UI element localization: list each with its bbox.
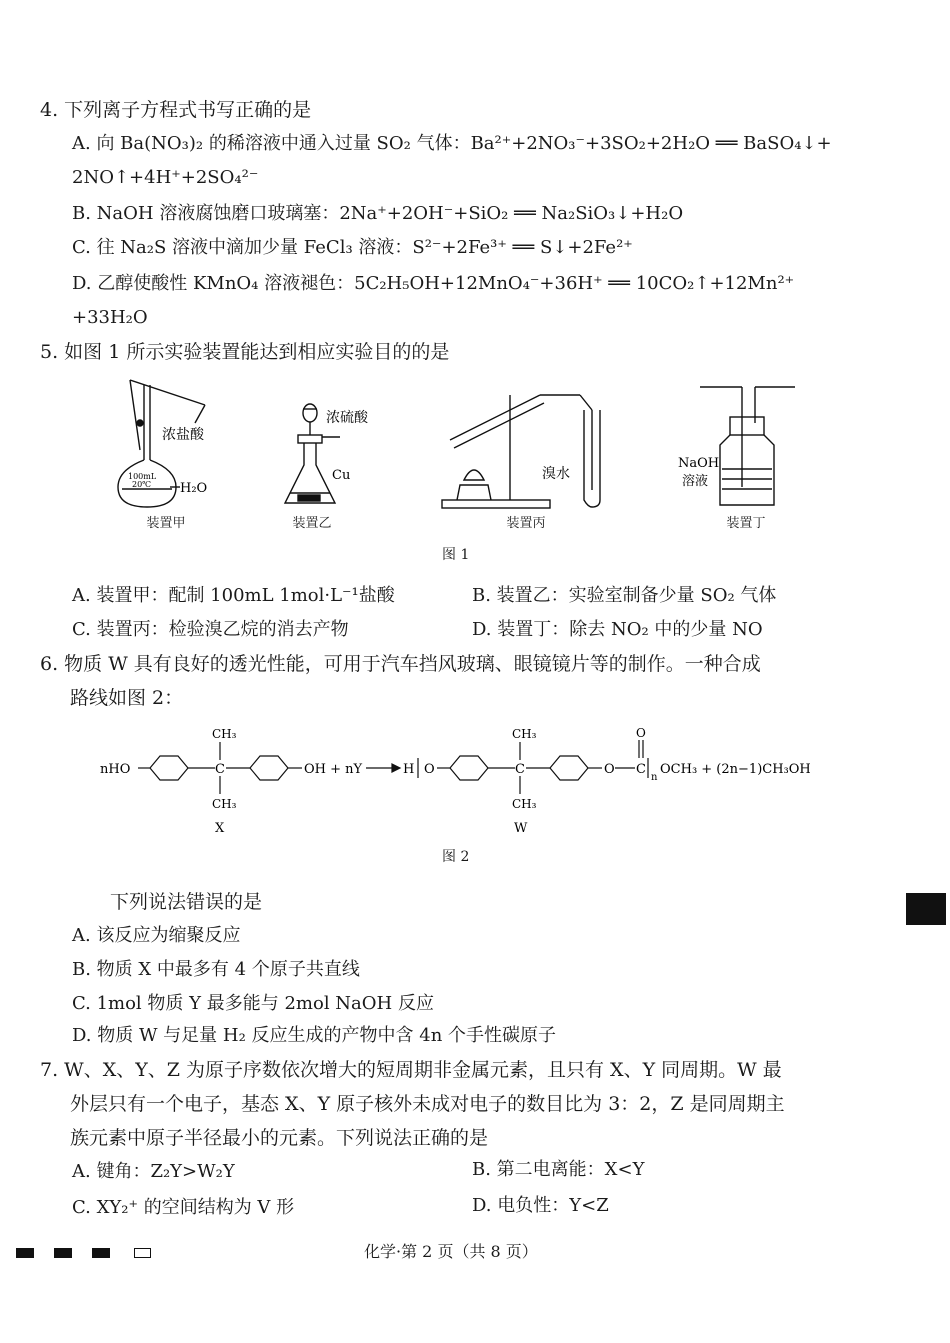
w-methyl-top: CH₃ — [512, 727, 537, 741]
q7-stem-line2: 外层只有一个电子，基态 X、Y 原子核外未成对电子的数目比为 3：2，Z 是同周期主 — [70, 1093, 785, 1115]
apparatus-ding — [700, 387, 795, 505]
label-x: X — [215, 821, 225, 836]
q6-option-b: B. 物质 X 中最多有 4 个原子共直线 — [72, 959, 360, 980]
reactants-right: OH + nY — [304, 762, 363, 777]
q4-option-d-line1: D. 乙醇使酸性 KMnO₄ 溶液褪色：5C₂H₅OH+12MnO₄⁻+36H⁺ ══ 10CO₂↑+12Mn²⁺ — [72, 273, 795, 294]
x-hydroxyl-left: nHO — [100, 762, 131, 777]
w-methyl-bottom: CH₃ — [512, 797, 537, 811]
q7-option-d: D. 电负性：Y<Z — [472, 1195, 609, 1216]
x-central-carbon: C — [215, 762, 225, 777]
q6-option-c: C. 1mol 物质 Y 最多能与 2mol NaOH 反应 — [72, 993, 434, 1014]
jia-label-acid: 浓盐酸 — [162, 427, 204, 443]
q4-option-b: B. NaOH 溶液腐蚀磨口玻璃塞：2Na⁺+2OH⁻+SiO₂ ══ Na₂SiO₃↓+H₂O — [72, 203, 684, 224]
footer-mark-4 — [134, 1248, 151, 1258]
footer-mark-1 — [16, 1248, 34, 1258]
page-footer: 化学·第 2 页（共 8 页） — [364, 1242, 538, 1261]
q4-option-a-line2: 2NO↑+4H⁺+2SO₄²⁻ — [72, 167, 259, 188]
apparatus-bing — [442, 395, 600, 508]
jia-flask-volume: 100mL — [128, 472, 157, 481]
jia-flask-temp: 20℃ — [132, 480, 152, 489]
label-jia: 装置甲 — [146, 516, 186, 531]
q7-stem-line1: 7. W、X、Y、Z 为原子序数依次增大的短周期非金属元素，且只有 X、Y 同周期。W 最 — [40, 1059, 782, 1081]
q7-option-b: B. 第二电离能：X<Y — [472, 1159, 645, 1180]
yi-label-acid: 浓硫酸 — [326, 410, 368, 426]
jia-label-water: H₂O — [180, 481, 208, 496]
bing-label-bromine-water: 溴水 — [542, 466, 570, 482]
q5-option-b: B. 装置乙：实验室制备少量 SO₂ 气体 — [472, 585, 777, 606]
q6-stem-line1: 6. 物质 W 具有良好的透光性能，可用于汽车挡风玻璃、眼镜镜片等的制作。一种合成 — [40, 653, 761, 675]
ding-label-solution: 溶液 — [682, 474, 709, 489]
w-oxygen-right: O — [604, 762, 615, 777]
q6-sub-stem: 下列说法错误的是 — [110, 891, 263, 913]
x-methyl-top: CH₃ — [212, 727, 237, 741]
figure-2-synthesis — [100, 722, 820, 837]
q4-option-c: C. 往 Na₂S 溶液中滴加少量 FeCl₃ 溶液：S²⁻+2Fe³⁺ ══ S↓+2Fe²⁺ — [72, 237, 633, 258]
figure-1-apparatus — [100, 375, 860, 535]
figure-2-caption: 图 2 — [442, 849, 470, 865]
label-w: W — [514, 821, 528, 836]
products-right: OCH₃ + (2n−1)CH₃OH — [660, 762, 811, 777]
side-marker — [906, 893, 946, 925]
w-end-hydrogen: H — [403, 762, 415, 777]
q6-stem-line2: 路线如图 2： — [70, 687, 184, 709]
q5-stem: 5. 如图 1 所示实验装置能达到相应实验目的的是 — [40, 341, 450, 363]
w-oxygen-left: O — [424, 762, 435, 777]
q6-option-d: D. 物质 W 与足量 H₂ 反应生成的产物中含 4n 个手性碳原子 — [72, 1025, 557, 1046]
figure-1-caption: 图 1 — [442, 547, 470, 563]
label-yi: 装置乙 — [292, 516, 332, 531]
w-repeat-n: n — [651, 772, 658, 783]
yi-label-cu: Cu — [332, 468, 351, 483]
w-carbonyl-carbon: C — [636, 762, 646, 777]
label-ding: 装置丁 — [726, 516, 766, 531]
q5-option-d: D. 装置丁：除去 NO₂ 中的少量 NO — [472, 619, 763, 640]
q7-option-c: C. XY₂⁺ 的空间结构为 V 形 — [72, 1197, 295, 1218]
q5-option-a: A. 装置甲：配制 100mL 1mol·L⁻¹盐酸 — [72, 585, 395, 606]
label-bing: 装置丙 — [506, 516, 546, 531]
q4-stem: 4. 下列离子方程式书写正确的是 — [40, 99, 312, 121]
footer-mark-3 — [92, 1248, 110, 1258]
w-carbonyl-oxygen: O — [636, 726, 646, 740]
x-methyl-bottom: CH₃ — [212, 797, 237, 811]
w-central-carbon: C — [515, 762, 525, 777]
q4-option-a-line1: A. 向 Ba(NO₃)₂ 的稀溶液中通入过量 SO₂ 气体：Ba²⁺+2NO₃⁻+3SO₂+2H₂O ══ BaSO₄↓+ — [72, 133, 832, 154]
q7-stem-line3: 族元素中原子半径最小的元素。下列说法正确的是 — [70, 1127, 489, 1149]
q6-option-a: A. 该反应为缩聚反应 — [72, 925, 241, 946]
q7-option-a: A. 键角：Z₂Y>W₂Y — [72, 1161, 235, 1182]
q5-option-c: C. 装置丙：检验溴乙烷的消去产物 — [72, 619, 349, 640]
q4-option-d-line2: +33H₂O — [72, 307, 148, 328]
footer-mark-2 — [54, 1248, 72, 1258]
ding-label-naoh: NaOH — [678, 456, 720, 471]
